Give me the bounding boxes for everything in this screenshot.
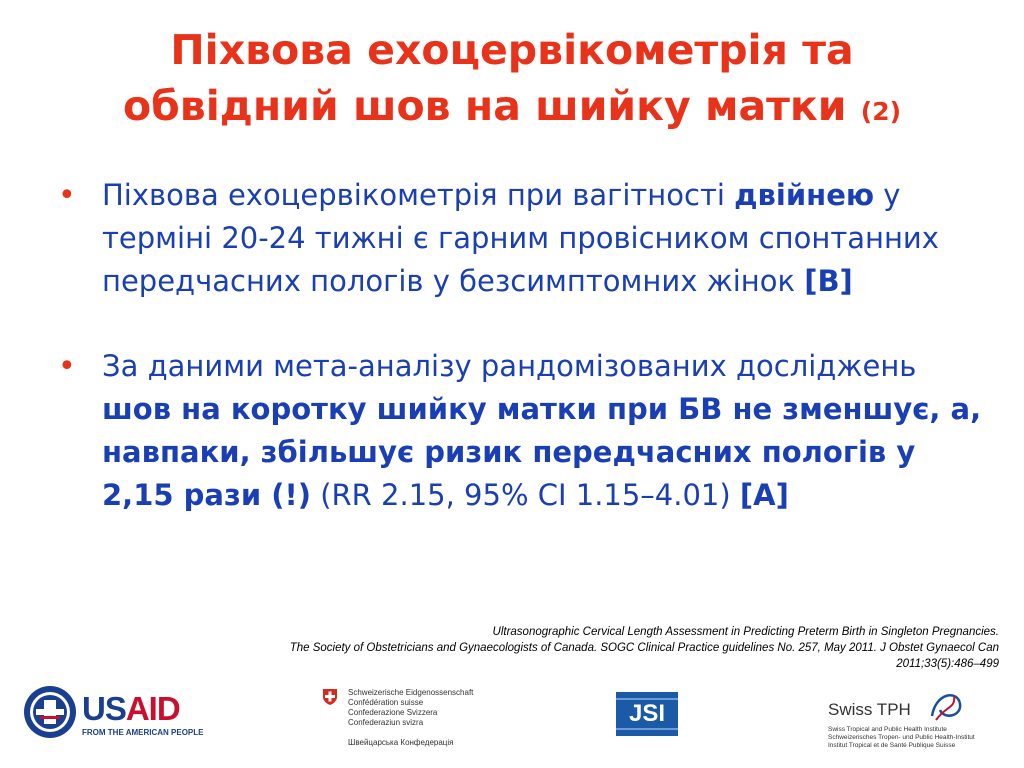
bullet-item <box>58 174 988 303</box>
swiss-tph-line-1: Swiss Tropical and Public Health Institute <box>828 726 947 733</box>
bullet-bold-text: шов на коротку шийку матки при БВ не зменшує, а, навпаки, збільшує ризик передчасних пологів у 2,15 рази (!) <box>102 392 982 512</box>
jsi-logo <box>616 692 678 736</box>
evidence-grade: [В] <box>804 264 853 298</box>
swiss-tph-name: Swiss TPH <box>828 700 911 719</box>
slide-title <box>0 22 1024 140</box>
swiss-tph-logo <box>826 682 1016 758</box>
evidence-grade: [A] <box>739 478 789 512</box>
swiss-shield-icon <box>322 688 338 706</box>
bullet-text: Піхвова ехоцервікометрія при вагітності <box>102 178 735 212</box>
swiss-tph-line-2: Schweizerisches Tropen- und Public Health-Institut <box>828 734 975 741</box>
usaid-tagline: FROM THE AMERICAN PEOPLE <box>82 728 204 737</box>
title-part-number: (2) <box>860 97 902 126</box>
usaid-logo: USAID FROM THE AMERICAN PEOPLE <box>22 684 202 754</box>
bullet-text: (RR 2.15, 95% CI 1.15–4.01) <box>310 478 740 512</box>
bullet-text: у терміні 20-24 тижні є гарним провісником спонтанних передчасних пологів у безсимптомних жінок <box>102 178 939 298</box>
bullet-text: За даними мета-аналізу рандомізованих досліджень <box>102 349 917 383</box>
title-line-2-text: обвідний шов на шийку матки <box>122 82 847 130</box>
bullet-list <box>58 174 988 517</box>
swiss-tph-line-3: Institut Tropical et de Santé Publique Suisse <box>828 742 956 749</box>
bullet-bold-text: двійнею <box>734 178 875 212</box>
reference-line-2: The Society of Obstetricians and Gynaecologists of Canada. SOGC Clinical Practice guidelines No. 257, May 2011. J Obstet Gynaecol Can <box>289 642 999 654</box>
reference-line-1: Ultrasonographic Cervical Length Assessment in Predicting Preterm Birth in Singleton Pregnancies. <box>492 626 999 638</box>
bullet-dot-icon: • <box>58 349 76 384</box>
swiss-line-2: Confédération suisse <box>348 698 424 707</box>
swiss-confederation-logo <box>322 688 522 758</box>
swiss-line-3: Confederazione Svizzera <box>348 708 438 717</box>
title-line-1: Піхвова ехоцервікометрія та <box>170 26 854 74</box>
partner-logos <box>0 680 1024 760</box>
jsi-label: JSI <box>628 700 666 727</box>
reference-citation <box>99 624 999 672</box>
swiss-line-1: Schweizerische Eidgenossenschaft <box>348 688 474 697</box>
reference-line-3: 2011;33(5):486–499 <box>896 658 999 670</box>
bullet-item <box>58 345 988 517</box>
bullet-dot-icon: • <box>58 178 76 213</box>
swiss-line-4: Confederaziun svizra <box>348 718 424 727</box>
usaid-seal-icon <box>22 684 78 740</box>
swiss-ukr-line: Швейцарська Конфедерація <box>348 738 454 747</box>
title-line-2 <box>0 78 1024 140</box>
swiss-tph-swirl-icon <box>926 686 966 726</box>
